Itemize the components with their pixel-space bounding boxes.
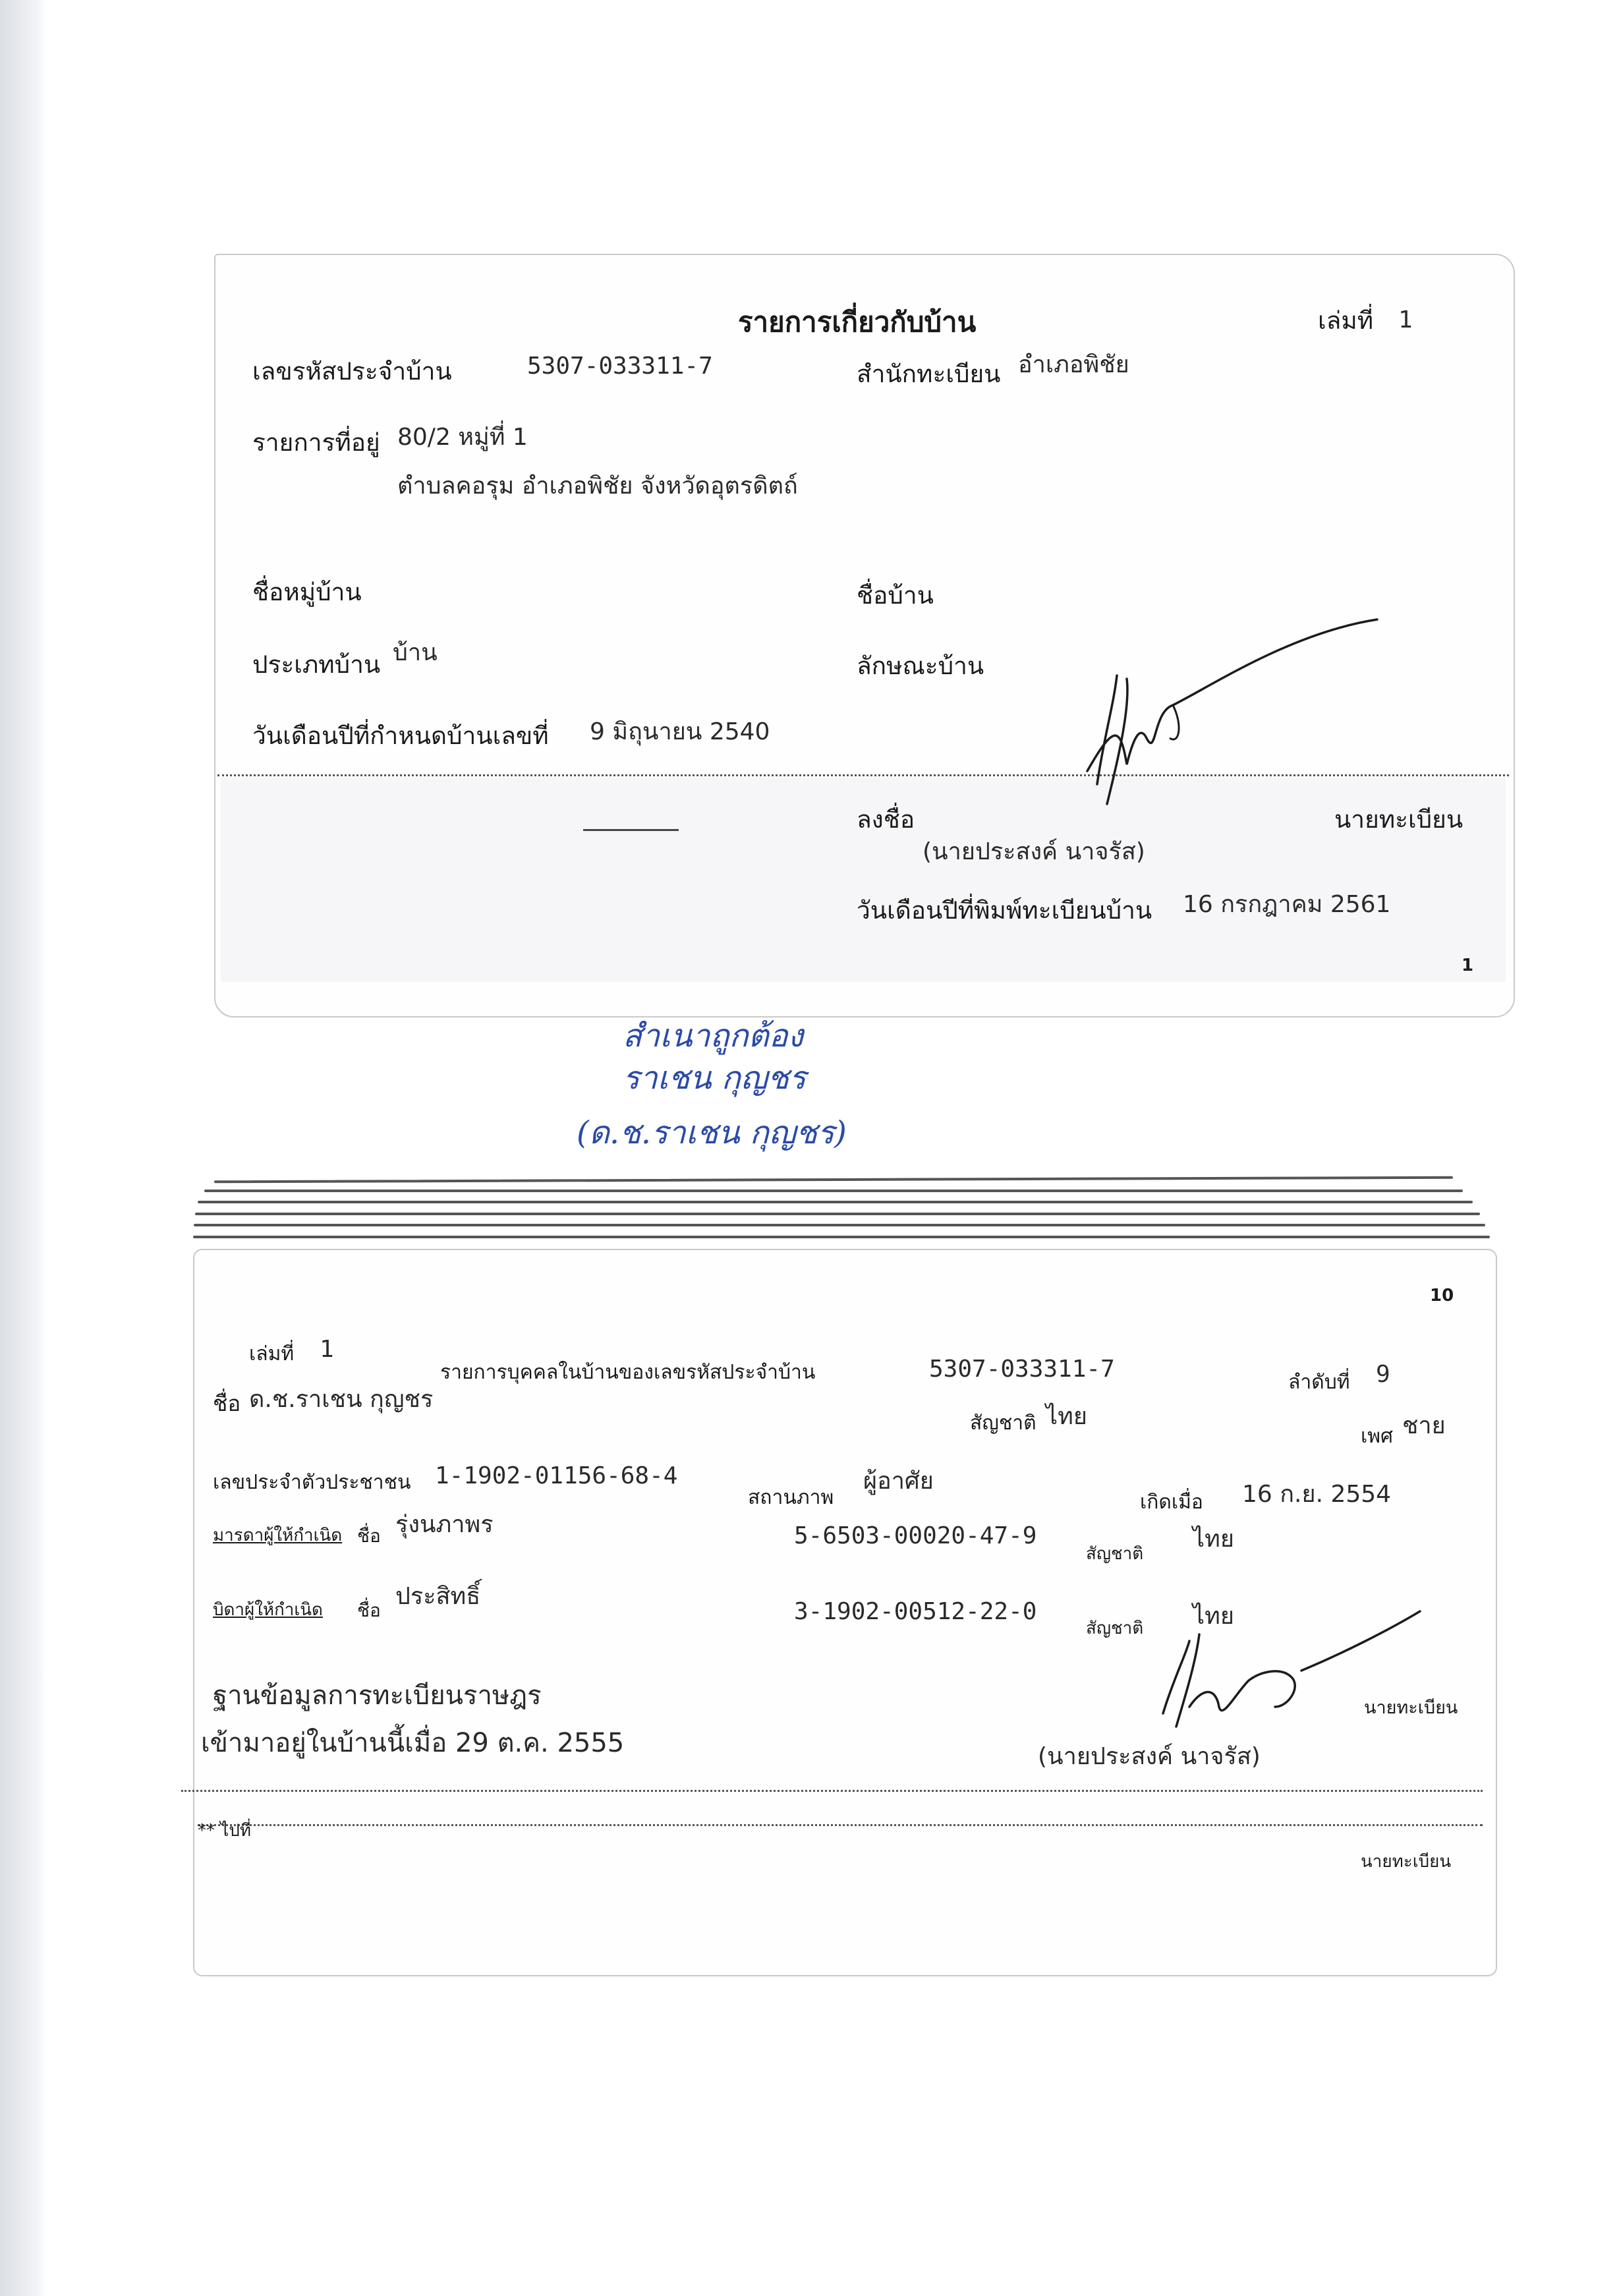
sex-label: เพศ bbox=[1361, 1425, 1394, 1448]
seq-label: ลำดับที่ bbox=[1288, 1371, 1350, 1394]
status-label: สถานภาพ bbox=[748, 1486, 834, 1509]
separator bbox=[181, 1790, 1483, 1792]
book-number: 1 bbox=[320, 1336, 334, 1363]
registrar-signature bbox=[1041, 606, 1384, 824]
sign-label: ลงชื่อ bbox=[857, 805, 915, 834]
village-label: ชื่อหมู่บ้าน bbox=[252, 578, 362, 606]
house-code: 5307-033311-7 bbox=[929, 1356, 1115, 1383]
section-heading: รายการบุคคลในบ้านของเลขรหัสประจำบ้าน bbox=[440, 1361, 816, 1384]
page-stack-edge bbox=[193, 1236, 1490, 1238]
name-label: ชื่อ bbox=[213, 1391, 241, 1416]
id-number: 1-1902-01156-68-4 bbox=[435, 1462, 678, 1489]
mother-name: รุ่งนภาพร bbox=[395, 1511, 494, 1538]
book-label: เล่มที่ bbox=[1318, 306, 1374, 335]
mother-nationality-label: สัญชาติ bbox=[1086, 1544, 1144, 1564]
registrar-name: (นายประสงค์ นาจรัส) bbox=[1038, 1743, 1261, 1770]
print-date-label: วันเดือนปีที่พิมพ์ทะเบียนบ้าน bbox=[857, 896, 1152, 925]
source-line: ฐานข้อมูลการทะเบียนราษฎร bbox=[213, 1680, 542, 1711]
page-stack-edge bbox=[194, 1224, 1485, 1226]
registrar-label: นายทะเบียน bbox=[1334, 805, 1463, 834]
page-stack-edge bbox=[204, 1190, 1463, 1192]
mother-id: 5-6503-00020-47-9 bbox=[794, 1522, 1037, 1549]
registrar-signature bbox=[1150, 1608, 1427, 1740]
certified-copy-text: สำเนาถูกต้อง bbox=[623, 1018, 803, 1054]
nationality: ไทย bbox=[1046, 1403, 1087, 1430]
mother-label: มารดาผู้ให้กำเนิด bbox=[213, 1526, 343, 1545]
card-title: รายการเกี่ยวกับบ้าน bbox=[738, 306, 977, 338]
date-assigned-label: วันเดือนปีที่กำหนดบ้านเลขที่ bbox=[252, 722, 549, 750]
born-label: เกิดเมื่อ bbox=[1140, 1491, 1203, 1514]
id-label: เลขประจำตัวประชาชน bbox=[213, 1471, 411, 1494]
house-code: 5307-033311-7 bbox=[527, 353, 713, 380]
handwritten-name: ราเชน กุญชร bbox=[623, 1060, 807, 1097]
print-date: 16 กรกฎาคม 2561 bbox=[1183, 891, 1391, 918]
address-line1: 80/2 หมู่ที่ 1 bbox=[397, 424, 528, 451]
book-number: 1 bbox=[1398, 306, 1413, 333]
date-assigned: 9 มิถุนายน 2540 bbox=[590, 718, 770, 745]
office-label: สำนักทะเบียน bbox=[857, 360, 1001, 388]
registrar-label-2: นายทะเบียน bbox=[1361, 1852, 1452, 1872]
address-label: รายการที่อยู่ bbox=[252, 428, 380, 457]
house-type-label: ประเภทบ้าน bbox=[252, 650, 381, 679]
mother-name-label: ชื่อ bbox=[357, 1525, 381, 1547]
seq-number: 9 bbox=[1376, 1361, 1390, 1388]
moved-to-label: ** ไปที่ bbox=[198, 1821, 251, 1841]
nationality-label: สัญชาติ bbox=[970, 1412, 1037, 1435]
father-nationality: ไทย bbox=[1193, 1603, 1234, 1630]
moved-in-line: เข้ามาอยู่ในบ้านนี้เมื่อ 29 ต.ค. 2555 bbox=[201, 1728, 625, 1758]
page-stack-edge bbox=[214, 1176, 1453, 1184]
house-type: บ้าน bbox=[393, 639, 438, 666]
handwritten-fullname: (ด.ช.ราเชน กุญชร) bbox=[577, 1114, 847, 1151]
person-name: ด.ช.ราเชน กุญชร bbox=[249, 1386, 434, 1413]
father-nationality-label: สัญชาติ bbox=[1086, 1619, 1144, 1638]
page-number: 10 bbox=[1430, 1286, 1454, 1306]
house-char-label: ลักษณะบ้าน bbox=[857, 652, 984, 680]
page-number: 1 bbox=[1462, 956, 1474, 975]
address-line2: ตำบลคอรุม อำเภอพิชัย จังหวัดอุตรดิตถ์ bbox=[397, 473, 798, 500]
scan-edge-shadow bbox=[0, 0, 46, 2296]
dash-mark bbox=[583, 829, 679, 831]
father-id: 3-1902-00512-22-0 bbox=[794, 1598, 1037, 1625]
house-code-label: เลขรหัสประจำบ้าน bbox=[252, 357, 452, 386]
registrar-label: นายทะเบียน bbox=[1364, 1698, 1458, 1718]
house-name-label: ชื่อบ้าน bbox=[857, 581, 934, 610]
separator bbox=[198, 1824, 1483, 1826]
mother-nationality: ไทย bbox=[1193, 1526, 1234, 1553]
father-name-label: ชื่อ bbox=[357, 1599, 381, 1621]
status: ผู้อาศัย bbox=[863, 1468, 934, 1495]
father-name: ประสิทธิ์ bbox=[395, 1583, 481, 1610]
birth-date: 16 ก.ย. 2554 bbox=[1242, 1481, 1392, 1508]
book-label: เล่มที่ bbox=[249, 1342, 295, 1365]
sex: ชาย bbox=[1402, 1412, 1446, 1439]
father-label: บิดาผู้ให้กำเนิด bbox=[213, 1600, 323, 1620]
office-value: อำเภอพิชัย bbox=[1018, 351, 1129, 378]
page-stack-edge bbox=[195, 1213, 1480, 1215]
page-stack-edge bbox=[198, 1201, 1473, 1203]
registrar-name: (นายประสงค์ นาจรัส) bbox=[923, 838, 1145, 865]
